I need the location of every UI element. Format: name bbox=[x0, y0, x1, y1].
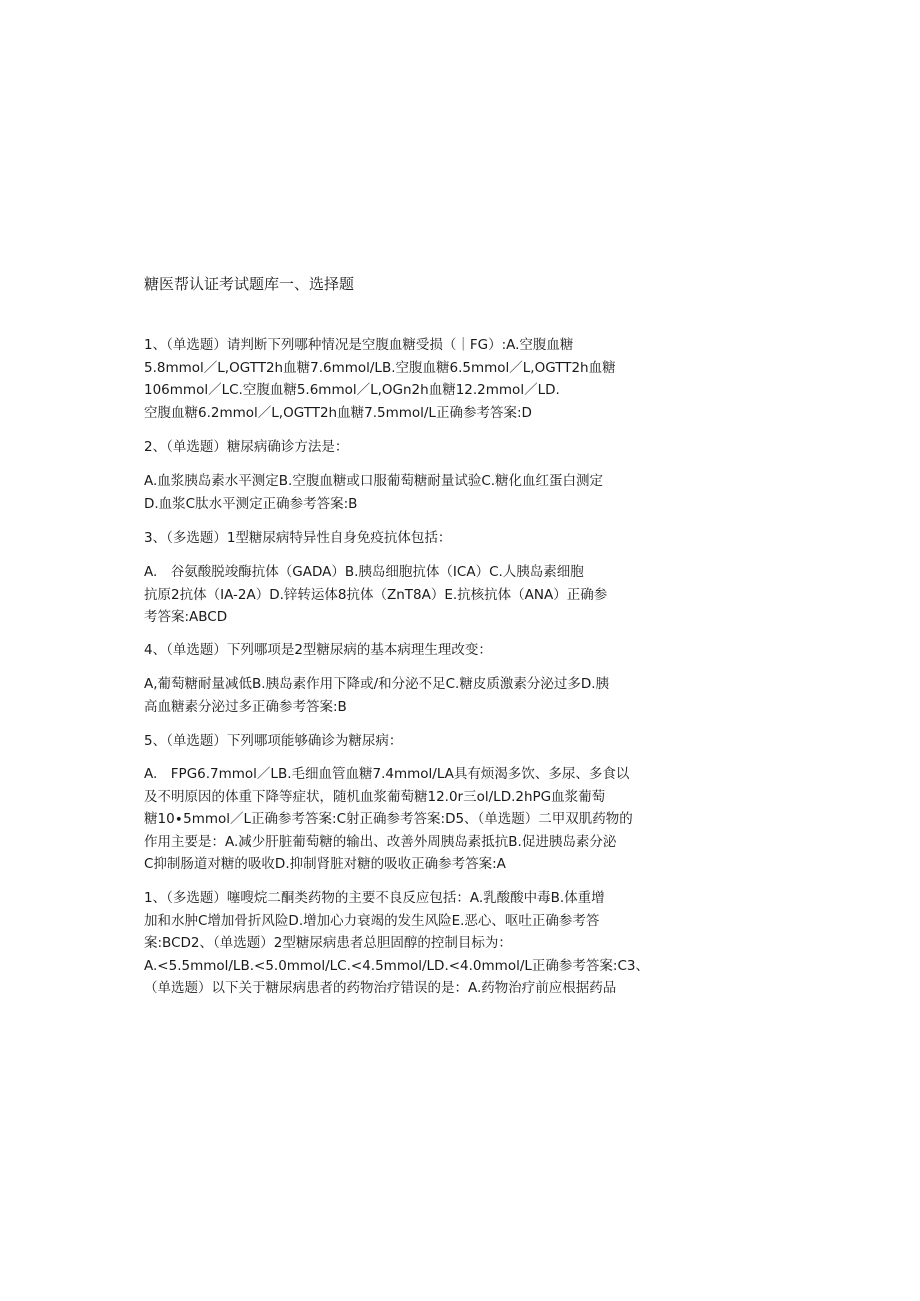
question-4-stem bbox=[144, 639, 704, 662]
text-line: A,葡萄糖耐量减低B.胰岛素作用下降或/和分泌不足C.糖皮质激素分泌过多D.胰 bbox=[144, 676, 610, 692]
question-2-options bbox=[144, 470, 704, 515]
question-1-paragraph bbox=[144, 334, 704, 424]
text-line: D.血浆C肽水平测定正确参考答案:B bbox=[144, 495, 358, 512]
text-line: 1、（多选题）噻嗖烷二酮类药物的主要不良反应包括：A.乳酸酸中毒B.体重增 bbox=[144, 890, 605, 906]
text-line: 5、（单选题）下列哪项能够确诊为糖尿病： bbox=[144, 733, 403, 749]
document-title: 糖医帮认证考试题库一、选择题 bbox=[144, 275, 355, 293]
text-line: 空腹血糖6.2mmol／L,OGTT2h血糖7.5mmol/L正确参考答案:D bbox=[144, 404, 532, 421]
question-5-options bbox=[144, 763, 704, 876]
text-line: A.血浆胰岛素水平测定B.空腹血糖或口服葡萄糖耐量试验C.糖化血红蛋白测定 bbox=[144, 473, 604, 489]
text-line: 及不明原因的体重下降等症状，随机血浆葡萄糖12.0r三ol/LD.2hPG血浆葡萄 bbox=[144, 788, 606, 805]
section-2-paragraph bbox=[144, 887, 704, 1000]
text-line: 4、（单选题）下列哪项是2型糖尿病的基本病理生理改变： bbox=[144, 642, 492, 658]
text-line: 1、（单选题）请判断下列哪种情况是空腹血糖受损（｜FG）:A.空腹血糖 bbox=[144, 337, 574, 353]
question-4-options bbox=[144, 673, 704, 718]
text-line: 2、（单选题）糖尿病确诊方法是： bbox=[144, 439, 349, 455]
text-line: 考答案:ABCD bbox=[144, 609, 228, 625]
text-line: 5.8mmol／L,OGTT2h血糖7.6mmol/LB.空腹血糖6.5mmol／L,OGTT2h血糖 bbox=[144, 359, 616, 376]
text-line: 案:BCD2、（单选题）2型糖尿病患者总胆固醇的控制目标为： bbox=[144, 935, 512, 951]
text-line: 高血糖素分泌过多正确参考答案:B bbox=[144, 698, 347, 715]
text-line: （单选题）以下关于糖尿病患者的药物治疗错误的是：A.药物治疗前应根据药品 bbox=[144, 980, 617, 996]
text-line: C抑制肠道对糖的吸收D.抑制肾脏对糖的吸收正确参考答案:A bbox=[144, 856, 506, 872]
text-line: 糖10∙5mmol／L正确参考答案:C射正确参考答案:D5、（单选题）二甲双肌药物的 bbox=[144, 811, 633, 827]
text-line: 3、（多选题）1型糖尿病特异性自身免疫抗体包括： bbox=[144, 530, 452, 546]
text-line: A. 谷氨酸脱竣酶抗体（GADA）B.胰岛细胞抗体（ICA）C.人胰岛素细胞 bbox=[144, 564, 584, 580]
text-line: A.<5.5mmol/LB.<5.0mmol/LC.<4.5mmol/LD.<4.0mmol/L正确参考答案:C3、 bbox=[144, 957, 649, 974]
question-3-stem bbox=[144, 527, 704, 550]
text-line: A. FPG6.7mmol／LB.毛细血管血糖7.4mmol/LA具有烦渴多饮、多尿、多食以 bbox=[144, 766, 630, 782]
text-line: 加和水肿C增加骨折风险D.增加心力衰竭的发生风险E.恶心、呕吐正确参考答 bbox=[144, 912, 600, 929]
question-5-stem bbox=[144, 730, 704, 753]
text-line: 抗原2抗体（IA-2A）D.锌转运体8抗体（ZnT8A）E.抗核抗体（ANA）正确参 bbox=[144, 586, 608, 603]
text-line: 作用主要是：A.减少肝脏葡萄糖的输出、改善外周胰岛素抵抗B.促进胰岛素分泌 bbox=[144, 833, 617, 850]
question-3-options bbox=[144, 561, 704, 629]
text-line: 106mmol／LC.空腹血糖5.6mmol／L,OGn2h血糖12.2mmol／LD. bbox=[144, 382, 560, 398]
question-2-stem bbox=[144, 436, 704, 459]
